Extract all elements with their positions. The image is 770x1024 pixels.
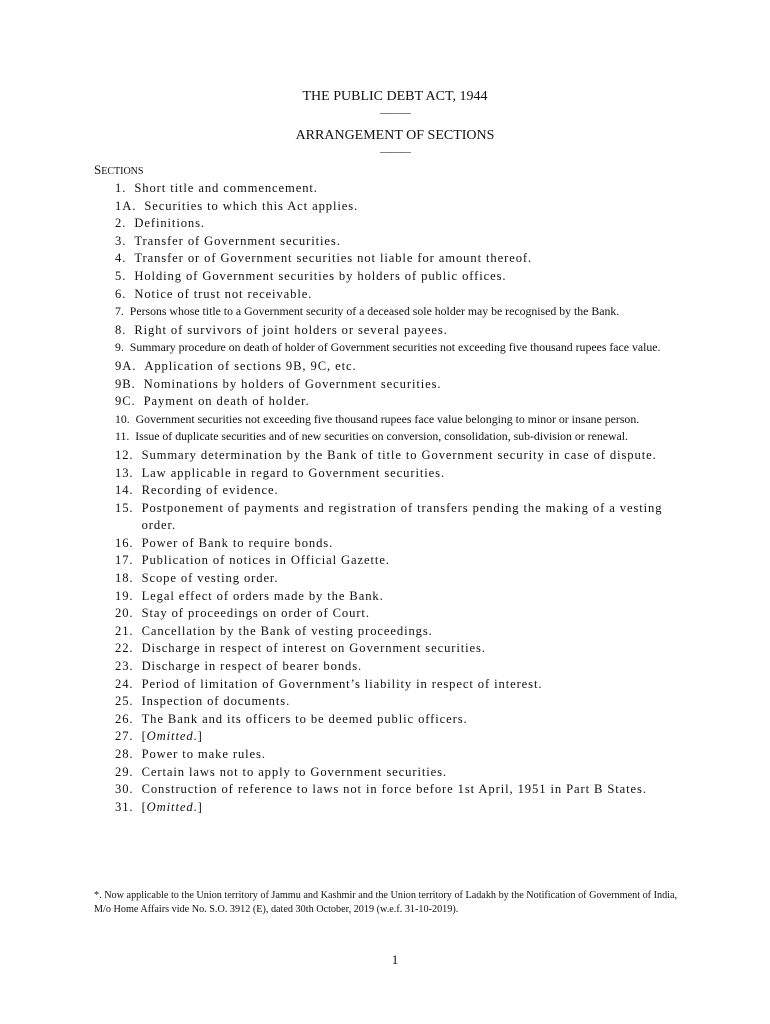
- sections-label-initial: S: [94, 162, 102, 177]
- toc-entry-title: Recording of evidence.: [141, 483, 279, 498]
- sections-label-rest: ECTIONS: [101, 166, 144, 177]
- toc-entry: [115, 588, 695, 606]
- document-subtitle: ARRANGEMENT OF SECTIONS: [295, 128, 495, 143]
- toc-entry-number: 9.: [115, 340, 124, 355]
- toc-entry: [115, 693, 695, 711]
- toc-entry: [115, 340, 695, 355]
- toc-entry-title: Legal effect of orders made by the Bank.: [141, 588, 384, 603]
- toc-entry-title: Postponement of payments and registration of transfers pending the making of a vesting order.: [141, 500, 663, 533]
- toc-entry-title: Application of sections 9B, 9C, etc.: [144, 358, 357, 373]
- toc-entry: [115, 658, 695, 676]
- toc-entry: [115, 781, 695, 799]
- toc-entry-number: 22.: [115, 641, 134, 656]
- toc-entry: [115, 180, 695, 198]
- toc-entry-number: 19.: [115, 588, 134, 603]
- toc-entry-title: Summary determination by the Bank of title to Government security in case of dispute.: [141, 447, 657, 462]
- toc-entry: [115, 215, 695, 233]
- toc-entry-title: Cancellation by the Bank of vesting proceedings.: [141, 623, 433, 638]
- toc-entry-title: Transfer of Government securities.: [134, 233, 341, 248]
- toc-entry-number: 10.: [115, 411, 130, 426]
- toc-entry-title: [142, 728, 695, 746]
- toc-entry-number: 5.: [115, 268, 127, 283]
- toc-entry: [115, 799, 695, 817]
- toc-entry-number: 24.: [115, 676, 134, 691]
- toc-entry: [115, 268, 695, 286]
- toc-entry-bracket-close: .]: [193, 729, 203, 744]
- toc-entry-title: Power to make rules.: [141, 747, 266, 761]
- toc-entry-title: Government securities not exceeding five thousand rupees face value belonging to minor or insane person.: [135, 411, 640, 426]
- toc-entry-number: 18.: [115, 571, 134, 586]
- toc-entry-title: The Bank and its officers to be deemed public officers.: [141, 711, 468, 726]
- toc-entry-number: 29.: [115, 764, 134, 779]
- toc-entry-title: Stay of proceedings on order of Court.: [141, 606, 370, 621]
- toc-entry-number: 13.: [115, 465, 134, 480]
- table-of-contents: [115, 180, 695, 816]
- toc-entry-number: 4.: [115, 251, 127, 266]
- toc-entry-title: Persons whose title to a Government security of a deceased sole holder may be recognised by the Bank.: [129, 304, 620, 319]
- toc-entry: [115, 250, 695, 268]
- subtitle-rule: ———: [380, 146, 410, 158]
- toc-entry-omitted: Omitted: [146, 799, 194, 814]
- toc-entry: [115, 746, 695, 764]
- toc-entry: [115, 711, 695, 729]
- toc-entry: [115, 605, 695, 623]
- toc-entry-number: 17.: [115, 553, 134, 568]
- toc-entry-title: Publication of notices in Official Gazette.: [141, 553, 390, 568]
- toc-entry-number: 6.: [115, 286, 127, 301]
- toc-entry-number: 9C.: [115, 394, 136, 409]
- toc-entry-number: 21.: [115, 623, 134, 638]
- toc-entry-title: Construction of reference to laws not in force before 1st April, 1951 in Part B States.: [141, 782, 647, 797]
- toc-entry-number: 3.: [115, 233, 127, 248]
- toc-entry-bracket-close: .]: [193, 799, 203, 814]
- toc-entry: [115, 304, 695, 319]
- toc-entry-number: 20.: [115, 606, 134, 621]
- toc-entry: [115, 570, 695, 588]
- toc-entry-title: Scope of vesting order.: [141, 571, 279, 586]
- toc-entry-title: [142, 799, 695, 817]
- toc-entry-title: Nominations by holders of Government securities.: [143, 376, 442, 391]
- toc-entry-number: 7.: [115, 304, 124, 319]
- toc-entry-omitted: Omitted: [146, 729, 194, 744]
- toc-entry-number: 11.: [115, 429, 130, 444]
- toc-entry-number: 25.: [115, 694, 134, 709]
- toc-entry-bracket-open: [: [141, 799, 147, 814]
- toc-entry: [115, 552, 695, 570]
- toc-entry: [115, 623, 695, 641]
- toc-entry-title: Payment on death of holder.: [143, 394, 310, 409]
- toc-entry: [115, 447, 695, 465]
- toc-entry-number: 26.: [115, 711, 134, 726]
- toc-entry-title: Law applicable in regard to Government securities.: [141, 465, 445, 480]
- toc-entry: [115, 233, 695, 251]
- toc-entry-number: 14.: [115, 483, 134, 498]
- toc-entry-number: 9B.: [115, 376, 136, 391]
- toc-entry: [115, 358, 695, 376]
- toc-entry: [115, 412, 695, 427]
- toc-entry-number: 30.: [115, 782, 134, 797]
- toc-entry: [115, 500, 695, 535]
- toc-entry: [115, 198, 695, 216]
- page-number: 1: [391, 952, 399, 967]
- toc-entry-title: Right of survivors of joint holders or several payees.: [134, 322, 448, 337]
- toc-entry-title: Transfer or of Government securities not liable for amount thereof.: [134, 251, 533, 266]
- toc-entry: [115, 393, 695, 411]
- toc-entry-number: 2.: [115, 216, 127, 231]
- toc-entry: [115, 676, 695, 694]
- toc-entry-title: Issue of duplicate securities and of new securities on conversion, consolidation, sub-division or renewal.: [135, 429, 628, 444]
- toc-entry: [115, 482, 695, 500]
- toc-entry: [115, 286, 695, 304]
- toc-entry-number: 28.: [115, 747, 134, 761]
- toc-entry-number: 12.: [115, 447, 134, 462]
- toc-entry-title: Certain laws not to apply to Government securities.: [141, 764, 447, 779]
- toc-entry-title: Holding of Government securities by holders of public offices.: [134, 268, 507, 283]
- toc-entry: [115, 728, 695, 746]
- footnote: *. Now applicable to the Union territory of Jammu and Kashmir and the Union territory of Ladakh by the Notification of Government of India, M/o Home Affairs vide No. S.O. 3912 (E), dated 30th October, 2019 (w.e.f. 31-10-2019).: [94, 890, 678, 915]
- toc-entry: [115, 535, 695, 553]
- toc-entry: [115, 465, 695, 483]
- toc-entry-title: Period of limitation of Government’s liability in respect of interest.: [141, 676, 543, 691]
- sections-label: [94, 162, 143, 178]
- toc-entry-number: 15.: [115, 500, 134, 515]
- toc-entry-number: 9A.: [115, 358, 137, 373]
- toc-entry-title: Securities to which this Act applies.: [144, 198, 359, 213]
- toc-entry-title: Discharge in respect of bearer bonds.: [141, 659, 363, 674]
- toc-entry-title: Power of Bank to require bonds.: [141, 535, 334, 550]
- toc-entry: [115, 429, 695, 444]
- title-rule: ———: [380, 107, 410, 119]
- toc-entry-title: Notice of trust not receivable.: [134, 286, 313, 301]
- toc-entry-title: Summary procedure on death of holder of Government securities not exceeding five thousand rupees face value.: [129, 340, 661, 355]
- toc-entry-number: 1.: [115, 181, 127, 195]
- toc-entry-number: 1A.: [115, 198, 137, 213]
- toc-entry-number: 16.: [115, 535, 134, 550]
- toc-entry: [115, 764, 695, 782]
- document-title: THE PUBLIC DEBT ACT, 1944: [302, 89, 488, 104]
- toc-entry-bracket-open: [: [141, 729, 147, 744]
- toc-entry: [115, 322, 695, 340]
- toc-entry-number: 23.: [115, 659, 134, 674]
- toc-entry-title: Short title and commencement.: [134, 181, 318, 195]
- toc-entry-number: 27.: [115, 729, 134, 744]
- toc-entry: [115, 376, 695, 394]
- toc-entry: [115, 640, 695, 658]
- toc-entry-number: 8.: [115, 322, 127, 337]
- toc-entry-number: 31.: [115, 799, 134, 814]
- toc-entry-title: Inspection of documents.: [141, 694, 291, 709]
- toc-entry-title: Discharge in respect of interest on Government securities.: [141, 641, 486, 656]
- toc-entry-title: Definitions.: [134, 216, 205, 231]
